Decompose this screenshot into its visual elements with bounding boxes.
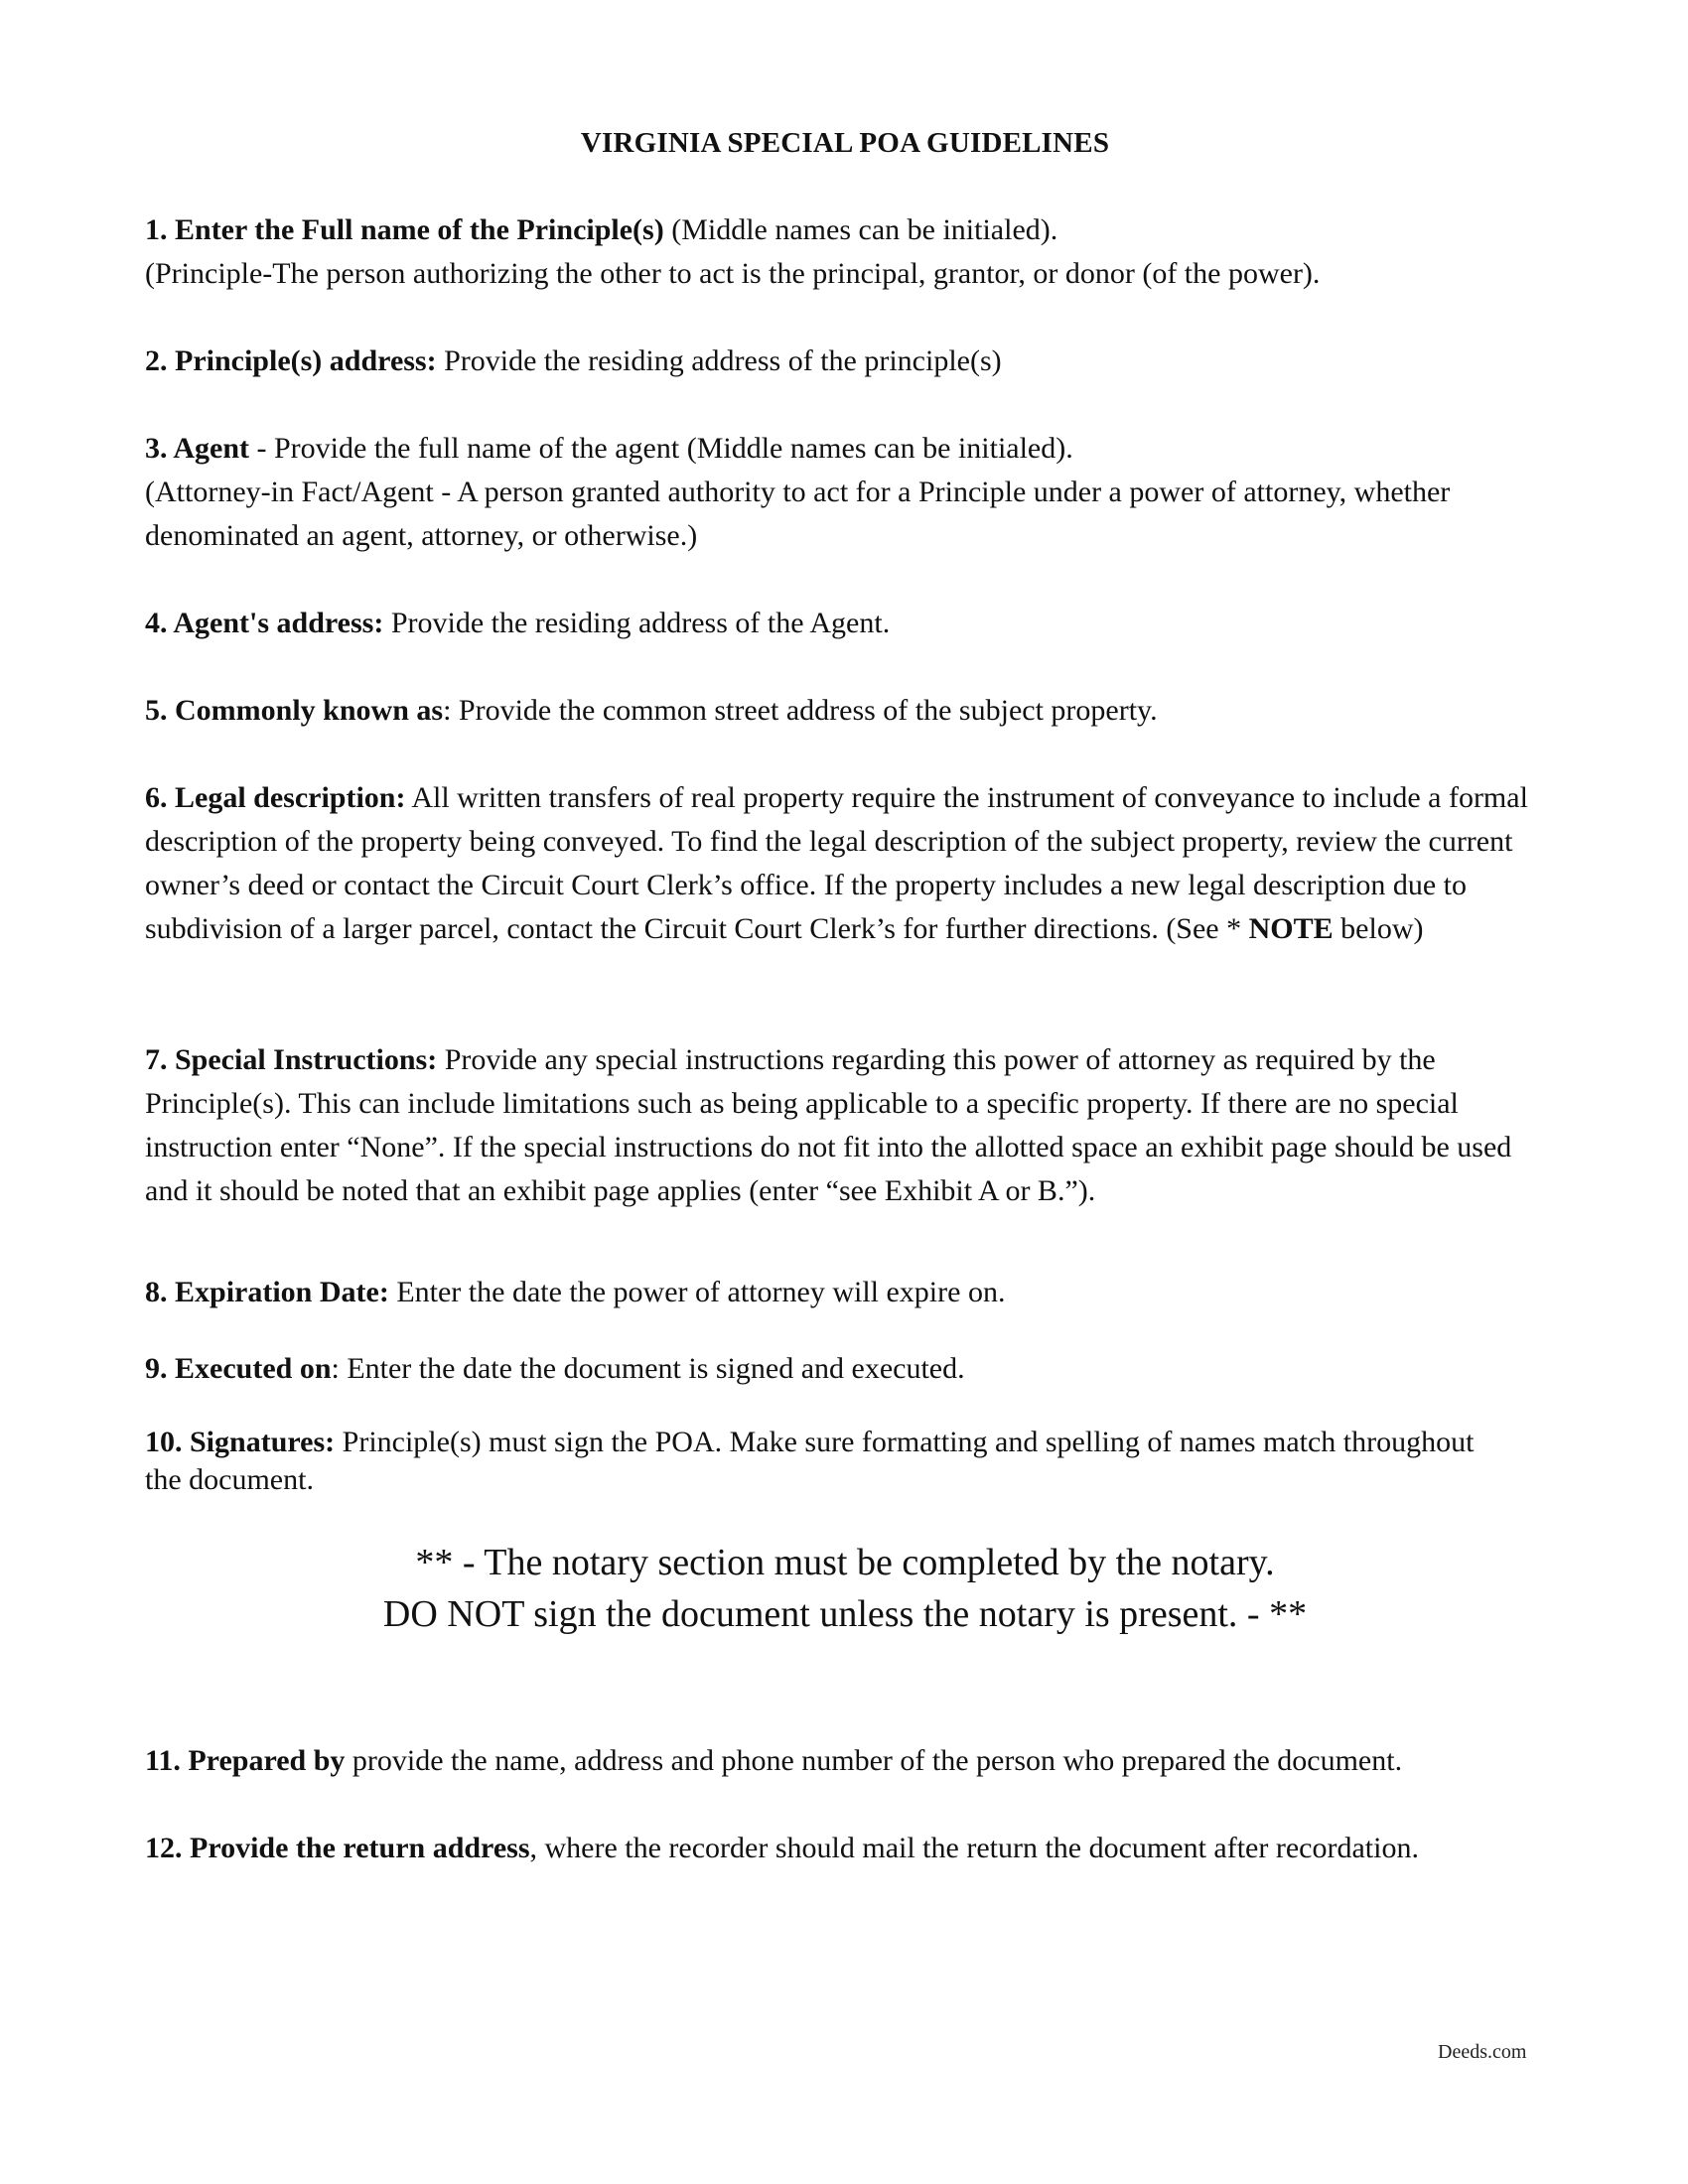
item-text: Enter the date the power of attorney will expire on. [388,1276,1006,1308]
guideline-item-11 [145,1739,1555,1783]
item-label: 1. Enter the Full name of the Principle(s) [145,213,664,246]
item-label: 11. Prepared by [145,1744,346,1777]
guideline-item-5 [145,689,1555,733]
item-text-after: below) [1333,912,1424,945]
item-label: 8. Expiration Date: [145,1276,389,1308]
item-label: 6. Legal description: [145,781,406,814]
footer-watermark: Deeds.com [1438,2041,1527,2063]
guideline-item-3 [145,427,1535,558]
item-text: - Provide the full name of the agent (Middle names can be initialed). [249,432,1073,465]
item-extra: (Principle-The person authorizing the other to act is the principal, grantor, or donor (of the power). [145,257,1321,290]
item-text: Provide the residing address of the principle(s) [436,344,1002,377]
item-label: 2. Principle(s) address: [145,344,437,377]
document-title: VIRGINIA SPECIAL POA GUIDELINES [580,127,1110,159]
item-text: provide the name, address and phone number of the person who prepared the document. [345,1744,1403,1777]
item-text: Principle(s) must sign the POA. Make sure formatting and spelling of names match throughout the document. [145,1426,1475,1496]
item-label: 7. Special Instructions: [145,1043,438,1076]
guideline-item-6 [145,776,1560,951]
item-text: : Enter the date the document is signed and executed. [331,1352,965,1385]
notary-line-2: DO NOT sign the document unless the notary is present. - ** [382,1593,1308,1635]
item-text: : Provide the common street address of the subject property. [443,694,1158,727]
item-extra: (Attorney-in Fact/Agent - A person granted authority to act for a Principle under a power of attorney, whether denominated an agent, attorney, or otherwise.) [145,476,1451,552]
guideline-item-4 [145,602,1555,645]
item-text: Provide any special instructions regarding this power of attorney as required by the Principle(s). This can include limitations such as being applicable to a specific property. If there are no special instruction enter “None”. If the special instructions do not fit into the allotted space an exhibit page should be used and it should be noted that an exhibit page applies (enter “see Exhibit A or B.”). [145,1043,1512,1207]
item-label: 12. Provide the return address [145,1832,530,1864]
item-label: 5. Commonly known as [145,694,444,727]
item-label: 9. Executed on [145,1352,332,1385]
notary-line-1: ** - The notary section must be completed by the notary. [415,1542,1275,1583]
guideline-item-8 [145,1271,1555,1314]
item-text: Provide the residing address of the Agent. [383,607,891,639]
guideline-item-1 [145,208,1555,296]
notary-warning [145,1537,1545,1640]
item-text: , where the recorder should mail the return the document after recordation. [529,1832,1419,1864]
guideline-item-12 [145,1827,1436,1870]
guideline-item-9 [145,1347,1555,1391]
note-label: NOTE [1248,912,1334,945]
item-label: 4. Agent's address: [145,607,384,639]
item-text: All written transfers of real property require the instrument of conveyance to include a formal description of the property being conveyed. To find the legal description of the subject property, review the current owner’s deed or contact the Circuit Court Clerk’s office. If the property includes a new legal description due to subdivision of a larger parcel, contact the Circuit Court Clerk’s for further directions. (See * [145,781,1528,945]
guideline-item-2 [145,340,1555,383]
item-label: 3. Agent [145,432,249,465]
guideline-item-10 [145,1424,1495,1499]
guideline-item-7 [145,1038,1525,1213]
item-text: (Middle names can be initialed). [663,213,1058,246]
item-label: 10. Signatures: [145,1426,336,1458]
